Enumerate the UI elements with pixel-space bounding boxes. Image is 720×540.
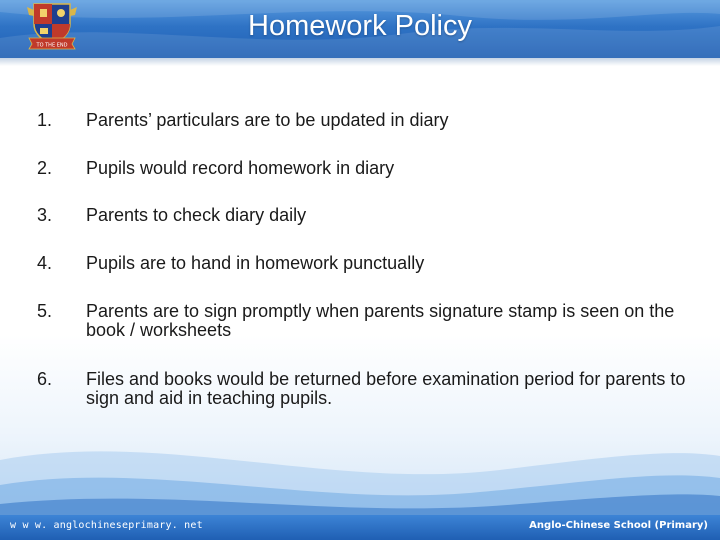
item-text: Pupils would record homework in diary — [86, 158, 395, 178]
item-text: Pupils are to hand in homework punctually — [86, 253, 425, 273]
logo-motto: TO THE END — [36, 42, 68, 49]
footer-school-name: Anglo-Chinese School (Primary) — [529, 520, 708, 531]
footer-url-link[interactable]: w w w. anglochineseprimary. net — [10, 520, 203, 531]
footer-bar — [0, 515, 720, 540]
item-number: 1. — [37, 110, 53, 130]
item-number: 4. — [37, 253, 53, 273]
item-number: 2. — [37, 158, 53, 178]
item-text: Files and books would be returned before examination period for parents to sign and aid in teaching pupils. — [86, 369, 686, 408]
item-number: 3. — [37, 205, 53, 225]
page-title: Homework Policy — [248, 10, 472, 42]
item-text: Parents to check diary daily — [86, 205, 307, 225]
item-number: 6. — [37, 369, 53, 389]
item-number: 5. — [37, 301, 53, 321]
item-text: Parents’ particulars are to be updated in diary — [86, 110, 449, 130]
item-text: Parents are to sign promptly when parents signature stamp is seen on the book / worksheets — [86, 301, 675, 340]
